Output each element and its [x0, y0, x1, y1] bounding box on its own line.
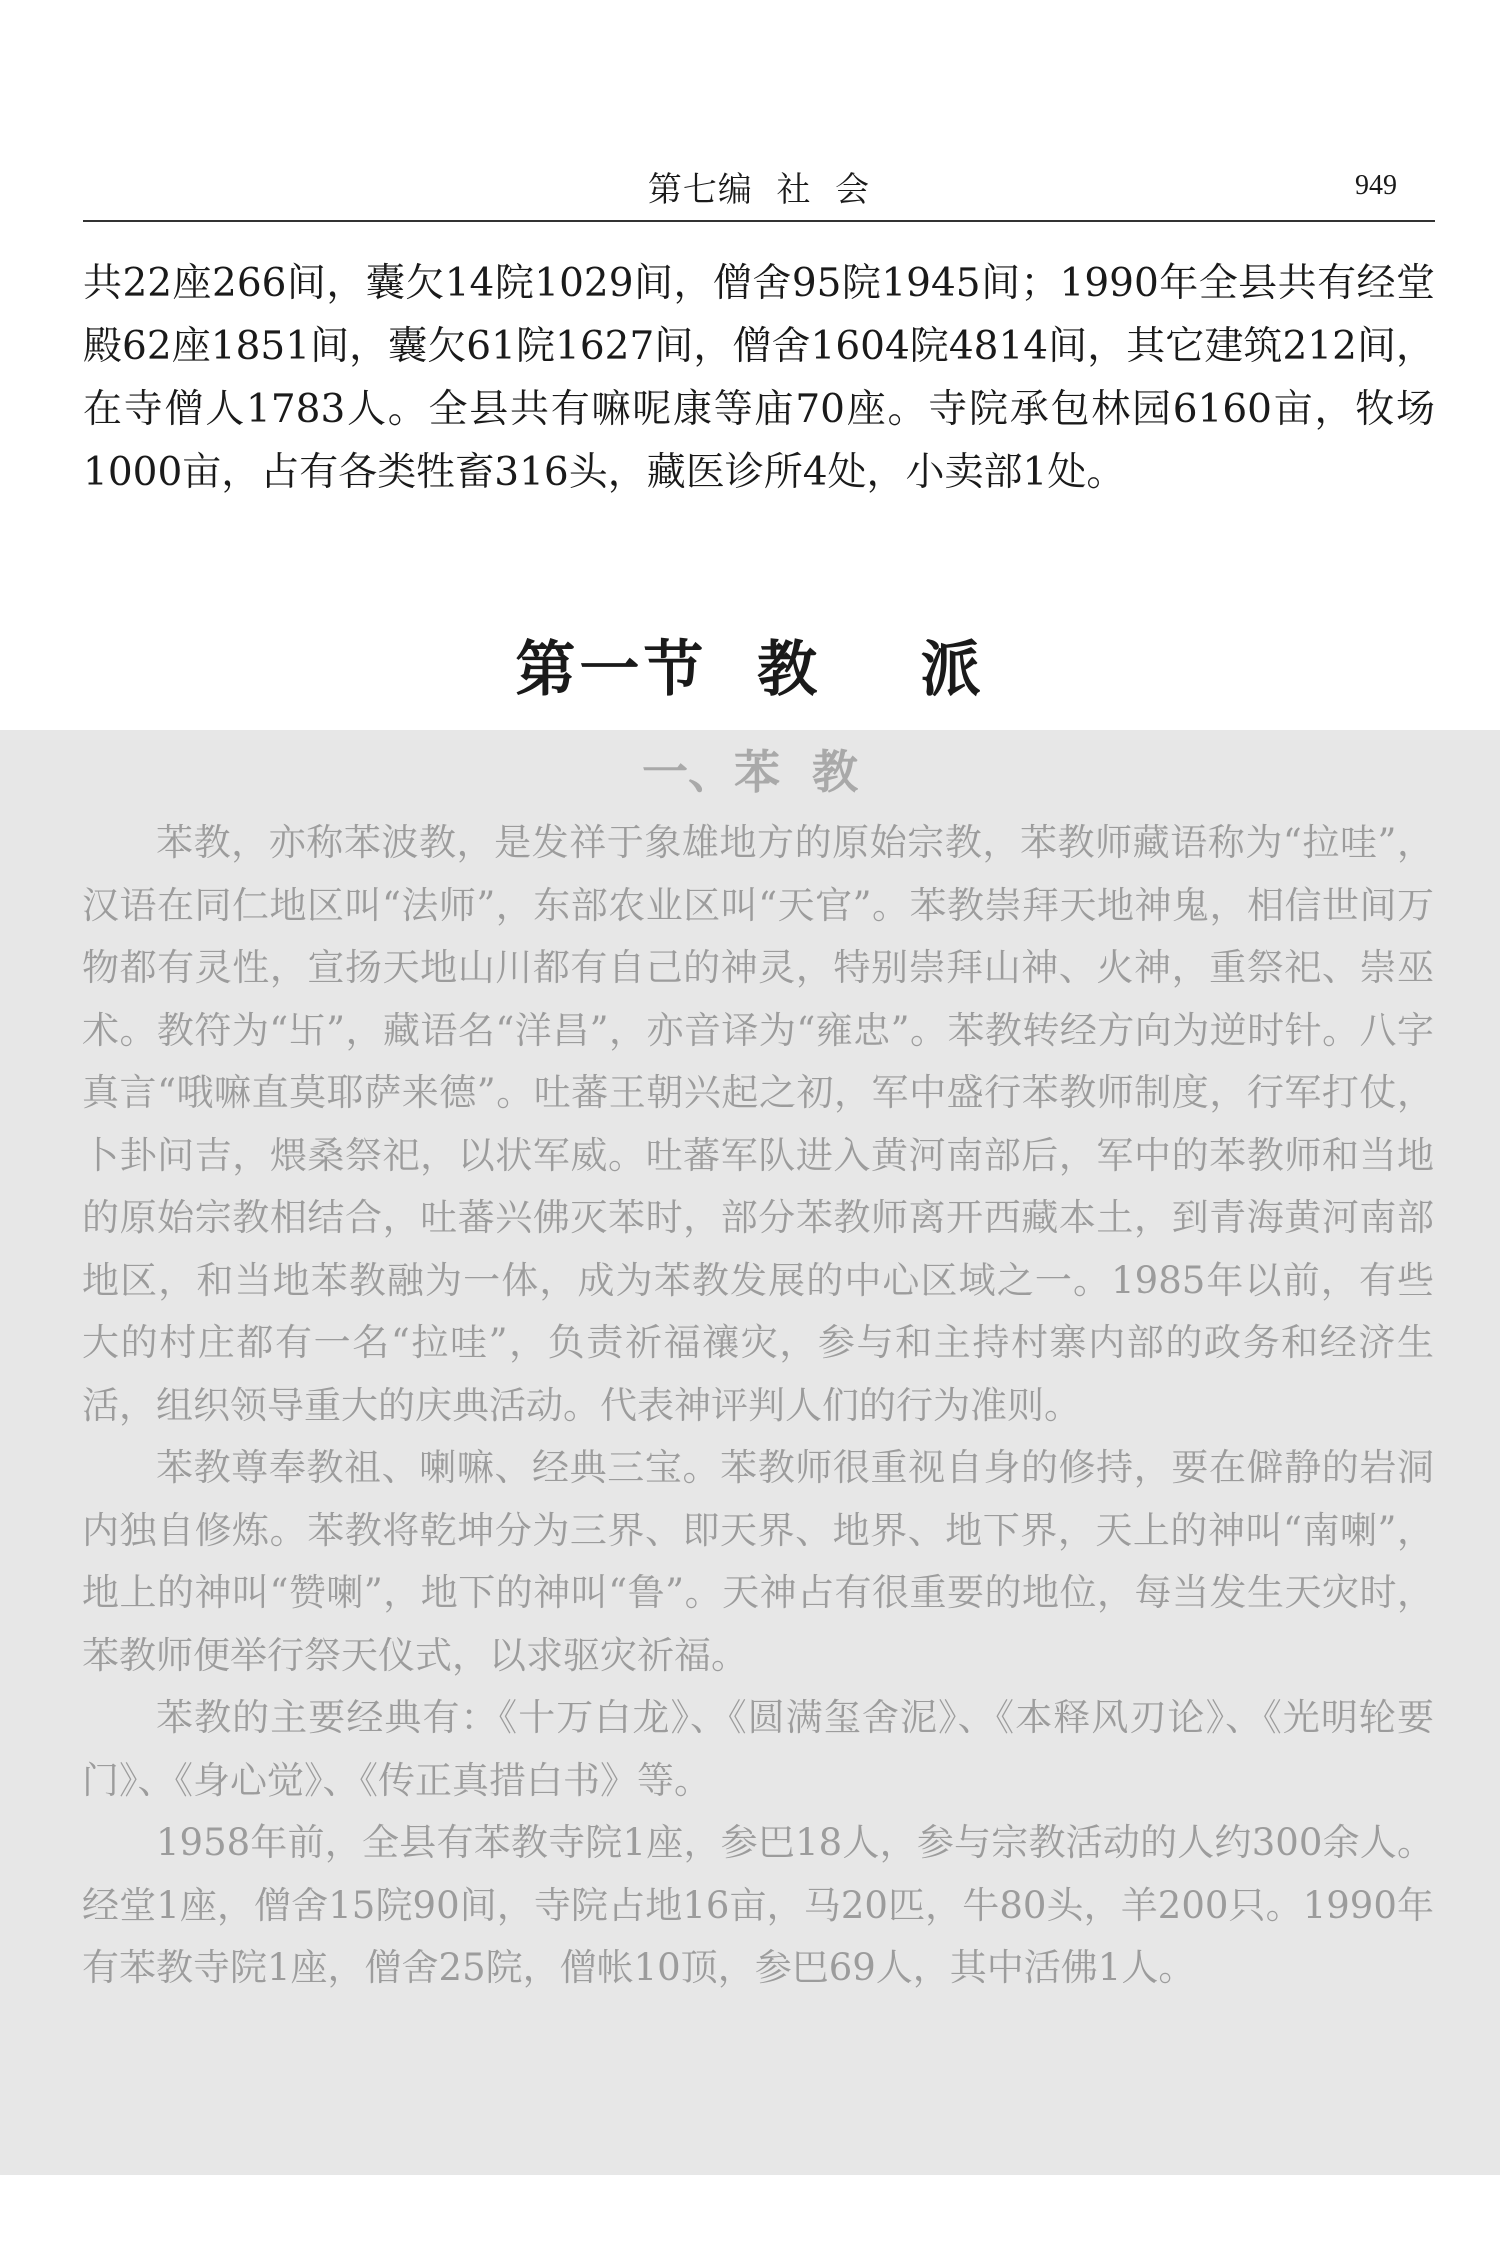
body-text — [82, 812, 1434, 2000]
subsection-title: 一、苯 教 — [641, 745, 859, 799]
page-number: 949 — [1355, 170, 1397, 201]
running-title: 第七编 社 会 — [647, 170, 871, 210]
section-title: 第一节 教 派 — [515, 635, 985, 705]
paragraph: 苯教，亦称苯波教，是发祥于象雄地方的原始宗教，苯教师藏语称为“拉哇”，汉语在同仁地区叫“法师”，东部农业区叫“天官”。苯教崇拜天地神鬼，相信世间万物都有灵性，宣扬天地山川都有自己的神灵，特别崇拜山神、火神，重祭祀、崇巫术。教符为“卐”，藏语名“洋昌”，亦音译为“雍忠”。苯教转经方向为逆时针。八字真言“哦嘛直莫耶萨来德”。吐蕃王朝兴起之初，军中盛行苯教师制度，行军打仗，卜卦问吉，煨桑祭祀，以状军威。吐蕃军队进入黄河南部后，军中的苯教师和当地的原始宗教相结合，吐蕃兴佛灭苯时，部分苯教师离开西藏本土，到青海黄河南部地区，和当地苯教融为一体，成为苯教发展的中心区域之一。1985年以前，有些大的村庄都有一名“拉哇”，负责祈福禳灾，参与和主持村寨内部的政务和经济生活，组织领导重大的庆典活动。代表神评判人们的行为准则。 — [82, 821, 1434, 1427]
paragraph: 苯教的主要经典有：《十万白龙》、《圆满玺舍泥》、《本释风刃论》、《光明轮要门》、《身心觉》、《传正真措白书》等。 — [82, 1696, 1434, 1802]
page-header — [83, 158, 1435, 222]
continuation-paragraph: 共22座266间，囊欠14院1029间，僧舍95院1945间；1990年全县共有经堂殿62座1851间，囊欠61院1627间，僧舍1604院4814间，其它建筑212间，在寺僧人1783人。全县共有嘛呢康等庙70座。寺院承包林园6160亩，牧场1000亩，占有各类牲畜316头，藏医诊所4处，小卖部1处。 — [83, 261, 1435, 495]
paragraph: 1958年前，全县有苯教寺院1座，参巴18人，参与宗教活动的人约300余人。经堂1座，僧舍15院90间，寺院占地16亩，马20匹，牛80头，羊200只。1990年有苯教寺院1座，僧舍25院，僧帐10顶，参巴69人，其中活佛1人。 — [82, 1821, 1434, 1989]
paragraph: 苯教尊奉教祖、喇嘛、经典三宝。苯教师很重视自身的修持，要在僻静的岩洞内独自修炼。苯教将乾坤分为三界、即天界、地界、地下界，天上的神叫“南喇”，地上的神叫“赞喇”，地下的神叫“鲁”。天神占有很重要的地位，每当发生天灾时，苯教师便举行祭天仪式，以求驱灾祈福。 — [82, 1446, 1434, 1677]
